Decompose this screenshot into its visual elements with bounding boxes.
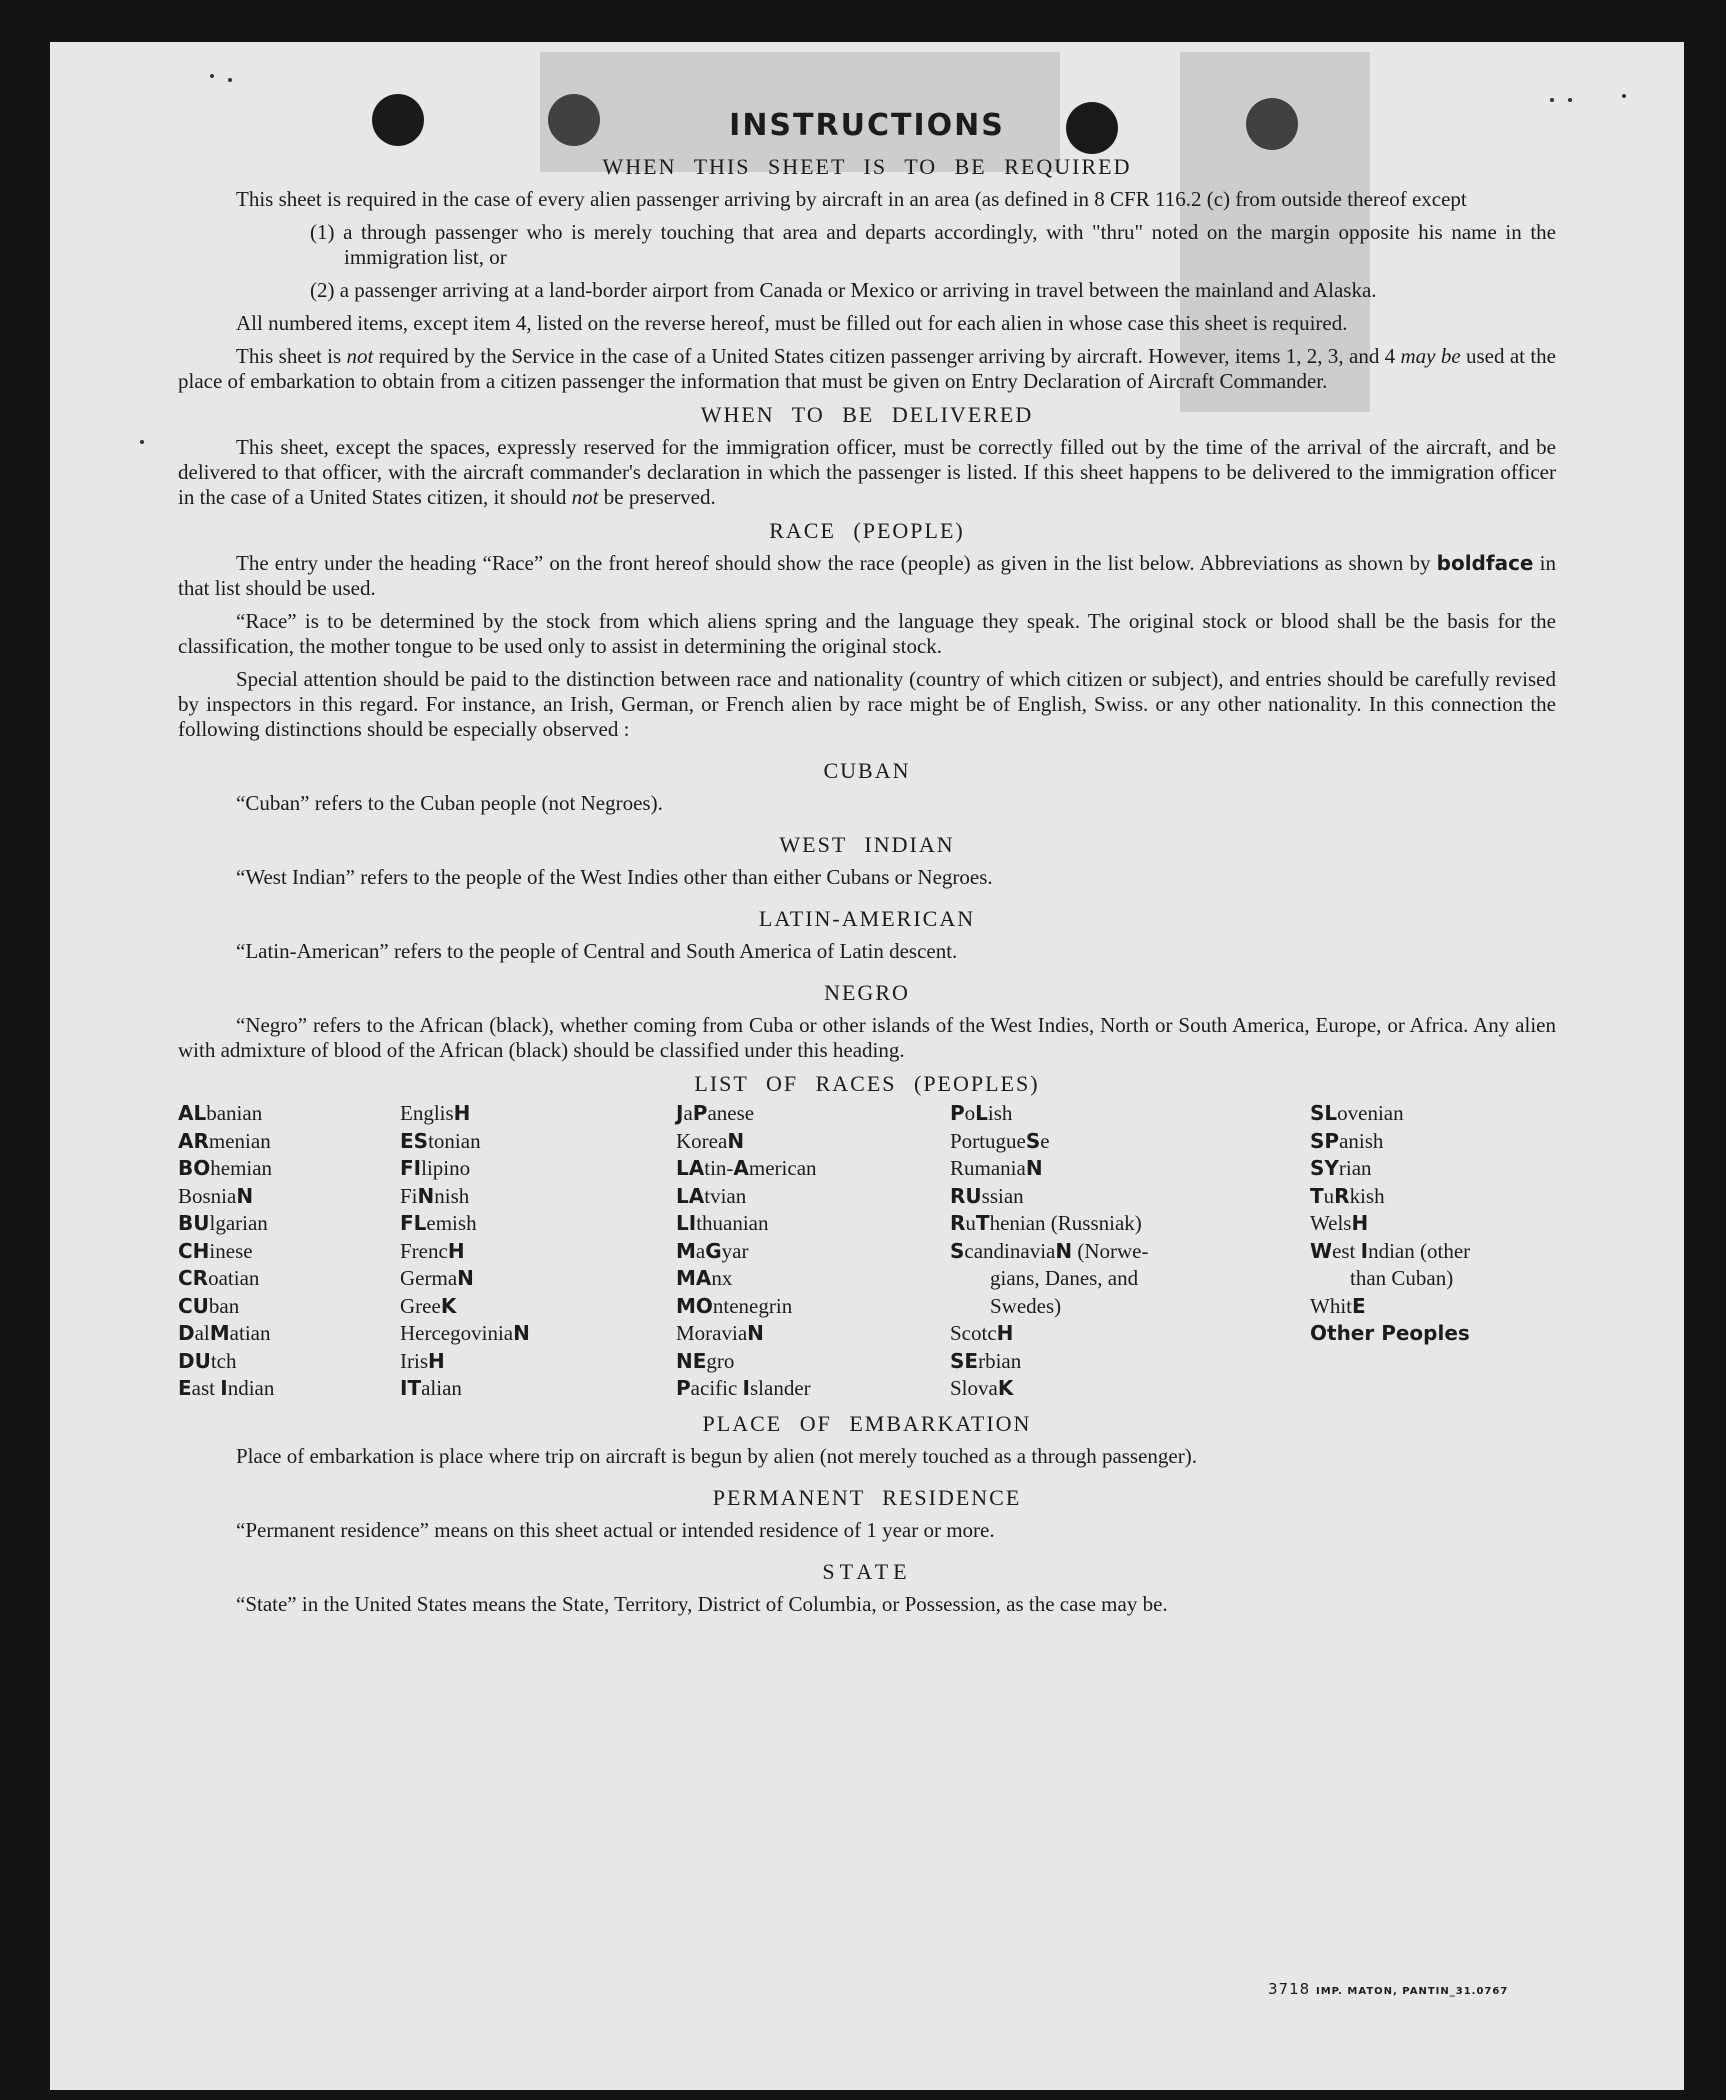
race-abbrev: R [1334, 1183, 1350, 1208]
race-entry [1310, 1100, 1556, 1128]
race-abbrev: AL [178, 1101, 207, 1125]
text-italic: may be [1400, 344, 1461, 368]
race-abbrev: MO [676, 1293, 713, 1318]
race-text: ban [208, 1293, 240, 1318]
race-abbrev: T [975, 1211, 990, 1235]
race-text: lgarian [209, 1211, 268, 1235]
race-entry [178, 1100, 400, 1128]
para-delivered [178, 435, 1556, 510]
race-entry [400, 1238, 676, 1266]
race-text: menian [208, 1128, 271, 1153]
race-text: tonian [428, 1128, 481, 1153]
race-entry [178, 1375, 400, 1403]
exception-2: (2) a passenger arriving at a land-border airport from Canada or Mexico or arriving in travel between the mainland and Alaska. [310, 278, 1377, 302]
race-abbrev: N [1055, 1238, 1073, 1263]
para-embarkation: Place of embarkation is place where trip on aircraft is begun by alien (not merely touched as a through passenger). [236, 1443, 1197, 1468]
race-entry [400, 1348, 676, 1376]
race-abbrev: I [220, 1376, 228, 1400]
heading-embarkation: PLACE OF EMBARKATION [702, 1410, 1032, 1436]
race-entry [676, 1265, 950, 1293]
race-column-1 [178, 1100, 400, 1403]
race-text: e [1040, 1128, 1050, 1153]
text-italic: not [346, 344, 374, 368]
race-entry [676, 1348, 950, 1376]
print-footer [1268, 1980, 1508, 1998]
race-column-5 [1310, 1100, 1556, 1403]
text-run: be preserved. [598, 485, 716, 509]
race-abbrev: RU [950, 1183, 982, 1208]
race-abbrev: Other Peoples [1310, 1321, 1470, 1345]
race-entry [1310, 1210, 1556, 1238]
race-text: than Cuban) [1350, 1266, 1454, 1290]
race-entry [178, 1183, 400, 1211]
race-abbrev: CU [178, 1293, 209, 1318]
heading-list-of-races: LIST OF RACES (PEOPLES) [694, 1071, 1040, 1096]
race-entry [178, 1265, 400, 1293]
race-abbrev: M [676, 1238, 696, 1263]
para-state: “State” in the United States means the State, Territory, District of Columbia, or Possession, as the case may be. [236, 1591, 1168, 1616]
race-entry [676, 1100, 950, 1128]
race-abbrev: H [428, 1348, 445, 1373]
race-text: Fi [400, 1183, 418, 1208]
race-text: u [965, 1211, 976, 1235]
heading-west-indian: WEST INDIAN [779, 832, 955, 857]
race-abbrev: CR [178, 1266, 209, 1290]
text-run: required by the Service in the case of a United States citizen passenger arriving by aircraft. However, items 1, 2, 3, and 4 [373, 344, 1401, 368]
race-abbrev: E [1352, 1293, 1366, 1318]
race-entry [400, 1265, 676, 1293]
race-entry [178, 1238, 400, 1266]
race-abbrev: NE [676, 1348, 707, 1373]
race-abbrev: BU [178, 1211, 210, 1235]
race-text: oatian [208, 1266, 260, 1290]
para-numbered-items: All numbered items, except item 4, listed on the reverse hereof, must be filled out for each alien in whose case this sheet is required. [236, 311, 1348, 335]
race-text: thuanian [696, 1211, 769, 1235]
race-text: Scotc [950, 1321, 997, 1345]
printer-imprint: IMP. MATON, PANTIN_31.0767 [1315, 1986, 1509, 1997]
race-abbrev: BO [178, 1156, 211, 1180]
race-text: Portugue [950, 1128, 1026, 1153]
race-text: emish [426, 1211, 477, 1235]
race-abbrev: DU [178, 1348, 211, 1373]
race-text: ssian [981, 1183, 1024, 1208]
race-abbrev: I [742, 1376, 750, 1400]
race-column-2 [400, 1100, 676, 1403]
race-abbrev: S [950, 1238, 965, 1263]
race-entry [950, 1265, 1310, 1293]
para-required: This sheet is required in the case of every alien passenger arriving by aircraft in an area (as defined in 8 CFR 116.2 (c) from outside thereof except [236, 187, 1467, 211]
text-run: This sheet is [236, 344, 347, 368]
race-abbrev: H [447, 1238, 465, 1263]
race-text: Englis [400, 1101, 454, 1125]
heading-permanent-residence: PERMANENT RESIDENCE [712, 1484, 1022, 1510]
race-text: Gree [400, 1293, 441, 1318]
text-italic: not [571, 485, 599, 509]
race-text: acific [690, 1376, 743, 1400]
race-abbrev: LA [676, 1156, 705, 1180]
race-abbrev: H [996, 1321, 1014, 1345]
race-text: slander [750, 1376, 811, 1400]
race-text: Moravia [676, 1321, 748, 1345]
race-text: Rumania [950, 1156, 1026, 1180]
race-entry [178, 1128, 400, 1156]
race-entry [178, 1348, 400, 1376]
race-text: rian [1338, 1156, 1372, 1180]
race-text: candinavia [964, 1238, 1056, 1263]
race-entry [676, 1128, 950, 1156]
race-text: al [194, 1321, 210, 1345]
race-abbrev: IT [400, 1376, 422, 1400]
race-text: Whit [1310, 1293, 1352, 1318]
para-race-entry [178, 551, 1556, 601]
race-text: ish [987, 1101, 1013, 1125]
race-text: rbian [978, 1348, 1022, 1373]
race-entry [676, 1293, 950, 1321]
race-entry [950, 1100, 1310, 1128]
para-permanent-residence: “Permanent residence” means on this sheet actual or intended residence of 1 year or more. [236, 1517, 995, 1542]
race-entry [400, 1128, 676, 1156]
race-text: merican [748, 1156, 817, 1180]
race-abbrev: H [1351, 1211, 1369, 1235]
text-run: used at the place of embarkation to obtain from a citizen passenger the information that must be given on Entry Declaration of Aircraft Commander. [178, 344, 1557, 393]
race-text: Iris [400, 1348, 428, 1373]
race-text: anish [1339, 1128, 1384, 1153]
race-abbrev: K [440, 1293, 457, 1318]
race-entry [1310, 1128, 1556, 1156]
race-text: est [1332, 1238, 1361, 1263]
race-abbrev: S [1025, 1128, 1041, 1153]
race-text: Korea [676, 1128, 728, 1153]
race-text: gro [706, 1348, 735, 1373]
race-text: banian [206, 1101, 263, 1125]
race-entry [676, 1375, 950, 1403]
heading-when-required: WHEN THIS SHEET IS TO BE REQUIRED [602, 154, 1132, 179]
race-entry [950, 1320, 1310, 1348]
race-abbrev: FL [400, 1211, 427, 1235]
form-number: 3718 [1268, 1980, 1311, 1998]
race-entry [178, 1155, 400, 1183]
race-column-4 [950, 1100, 1310, 1403]
heading-negro: NEGRO [824, 980, 910, 1005]
heading-race: RACE (PEOPLE) [769, 518, 965, 543]
race-abbrev: LI [676, 1211, 697, 1235]
race-entry [950, 1293, 1310, 1321]
race-abbrev: SY [1310, 1156, 1339, 1180]
race-entry [400, 1375, 676, 1403]
race-column-3 [676, 1100, 950, 1403]
race-entry [950, 1238, 1310, 1266]
text-run: in that list should be used. [178, 551, 1556, 600]
race-entry [676, 1155, 950, 1183]
race-text: ndian (other [1368, 1238, 1471, 1263]
race-entry [950, 1183, 1310, 1211]
race-text: ntenegrin [712, 1293, 793, 1318]
para-west-indian: “West Indian” refers to the people of the West Indies other than either Cubans or Negroes. [236, 865, 993, 889]
race-abbrev: L [975, 1101, 988, 1125]
heading-cuban: CUBAN [823, 758, 911, 783]
race-abbrev: W [1310, 1238, 1333, 1263]
para-negro: “Negro” refers to the African (black), whether coming from Cuba or other islands of the West Indies, North or South America, Europe, or Africa. Any alien with admixture of blood of the African (black) should be classified under this heading. [178, 1013, 1556, 1062]
race-abbrev: FI [400, 1156, 422, 1180]
race-text: Hercegovinia [400, 1321, 514, 1345]
race-entry [950, 1128, 1310, 1156]
race-abbrev: AR [178, 1128, 209, 1153]
heading-latin-american: LATIN-AMERICAN [758, 906, 976, 931]
race-abbrev: D [178, 1321, 195, 1345]
exception-1: (1) a through passenger who is merely touching that area and departs accordingly, with "thru" noted on the margin opposite his name in the immigration list, or [310, 220, 1556, 269]
race-abbrev: E [178, 1376, 192, 1400]
race-entry [676, 1183, 950, 1211]
race-abbrev: P [692, 1101, 708, 1125]
race-text: henian (Russniak) [989, 1211, 1142, 1235]
race-entry [400, 1320, 676, 1348]
race-text: ast [191, 1376, 221, 1400]
race-abbrev: H [453, 1101, 471, 1125]
race-text: o [964, 1101, 976, 1125]
race-text: u [1323, 1183, 1335, 1208]
race-abbrev: SE [950, 1348, 979, 1373]
race-abbrev: N [417, 1183, 435, 1208]
race-entry [400, 1293, 676, 1321]
race-entry [178, 1293, 400, 1321]
race-text: alian [421, 1376, 462, 1400]
race-entry [950, 1348, 1310, 1376]
race-text: Slova [950, 1376, 998, 1400]
race-entry [950, 1155, 1310, 1183]
instructions-body [178, 154, 1556, 1617]
text-boldface: boldface [1436, 551, 1534, 575]
race-text: ndian [227, 1376, 275, 1400]
race-text: Frenc [400, 1238, 448, 1263]
race-text: Germa [400, 1266, 458, 1290]
race-text: kish [1349, 1183, 1385, 1208]
race-abbrev: SP [1310, 1128, 1340, 1153]
para-latin-american: “Latin-American” refers to the people of Central and South America of Latin descent. [236, 939, 958, 963]
race-text: ovenian [1337, 1101, 1404, 1125]
race-abbrev: R [950, 1211, 966, 1235]
heading-state: STATE [822, 1558, 912, 1584]
para-race-stock: “Race” is to be determined by the stock from which aliens spring and the language they speak. The original stock or blood shall be the basis for the classification, the mother tongue to be used only to assist in determining the original stock. [178, 609, 1556, 658]
race-entry [1310, 1265, 1556, 1293]
para-race-distinction: Special attention should be paid to the distinction between race and nationality (country of which citizen or subject), and entries should be carefully revised by inspectors in this regard. For instance, an Irish, German, or French alien by race might be of English, Swiss. or any other nationality. In this connection the following distinctions should be especially observed : [178, 667, 1556, 741]
race-list [178, 1100, 1556, 1403]
race-text: nish [434, 1183, 470, 1208]
race-text: a [695, 1238, 706, 1263]
race-abbrev: P [676, 1376, 691, 1400]
race-abbrev: N [513, 1321, 530, 1345]
race-text: tch [210, 1348, 237, 1373]
race-abbrev: N [457, 1266, 474, 1290]
race-abbrev: M [209, 1321, 230, 1345]
race-abbrev: P [950, 1101, 965, 1125]
race-abbrev: LA [676, 1183, 705, 1208]
race-text: Wels [1310, 1211, 1352, 1235]
race-text: anese [707, 1101, 755, 1125]
race-abbrev: N [1025, 1156, 1043, 1180]
race-abbrev: G [705, 1238, 722, 1263]
race-entry [178, 1320, 400, 1348]
race-text: Swedes) [990, 1293, 1062, 1318]
document-sheet [50, 42, 1684, 2090]
race-text: atian [229, 1321, 271, 1345]
para-cuban: “Cuban” refers to the Cuban people (not Negroes). [236, 791, 663, 815]
race-entry [1310, 1155, 1556, 1183]
race-abbrev: J [676, 1101, 684, 1125]
race-abbrev: K [997, 1376, 1014, 1400]
race-entry [400, 1183, 676, 1211]
race-text: hemian [210, 1156, 273, 1180]
race-abbrev: I [1360, 1238, 1369, 1263]
page-title: INSTRUCTIONS [729, 108, 1005, 143]
race-abbrev: N [236, 1183, 254, 1208]
race-entry [676, 1238, 950, 1266]
para-citizen [178, 344, 1556, 394]
race-entry [676, 1210, 950, 1238]
race-abbrev: A [733, 1156, 749, 1180]
race-text: inese [209, 1238, 253, 1263]
race-text: Bosnia [178, 1183, 237, 1208]
race-entry [400, 1210, 676, 1238]
race-text: tvian [704, 1183, 747, 1208]
race-entry [178, 1210, 400, 1238]
race-abbrev: N [747, 1321, 764, 1345]
race-abbrev: CH [178, 1238, 210, 1263]
race-entry [1310, 1320, 1556, 1348]
race-text: a [683, 1101, 693, 1125]
heading-when-delivered: WHEN TO BE DELIVERED [700, 402, 1034, 427]
race-entry [950, 1375, 1310, 1403]
race-entry [676, 1320, 950, 1348]
text-run: This sheet, except the spaces, expressly reserved for the immigration officer, must be correctly filled out by the time of the arrival of the aircraft, and be delivered to that officer, with the aircraft commander's declaration in which the passenger is listed. If this sheet happens to be delivered to the immigration officer in the case of a United States citizen, it should [178, 435, 1556, 509]
race-text: tin- [704, 1156, 734, 1180]
race-entry [400, 1155, 676, 1183]
race-text: nx [711, 1266, 733, 1290]
text-run: The entry under the heading “Race” on the front hereof should show the race (people) as given in the list below. Abbreviations as shown by [236, 551, 1437, 575]
race-entry [1310, 1238, 1556, 1266]
race-text: (Norwe- [1072, 1238, 1149, 1263]
race-abbrev: MA [676, 1266, 712, 1290]
race-entry [1310, 1183, 1556, 1211]
race-text: yar [721, 1238, 749, 1263]
race-entry [1310, 1293, 1556, 1321]
race-abbrev: T [1310, 1183, 1324, 1208]
race-entry [400, 1100, 676, 1128]
race-text: gians, Danes, and [990, 1266, 1139, 1290]
race-text: lipino [421, 1156, 471, 1180]
race-entry [950, 1210, 1310, 1238]
race-abbrev: SL [1310, 1101, 1338, 1125]
race-abbrev: N [727, 1128, 745, 1153]
race-abbrev: ES [400, 1128, 429, 1153]
